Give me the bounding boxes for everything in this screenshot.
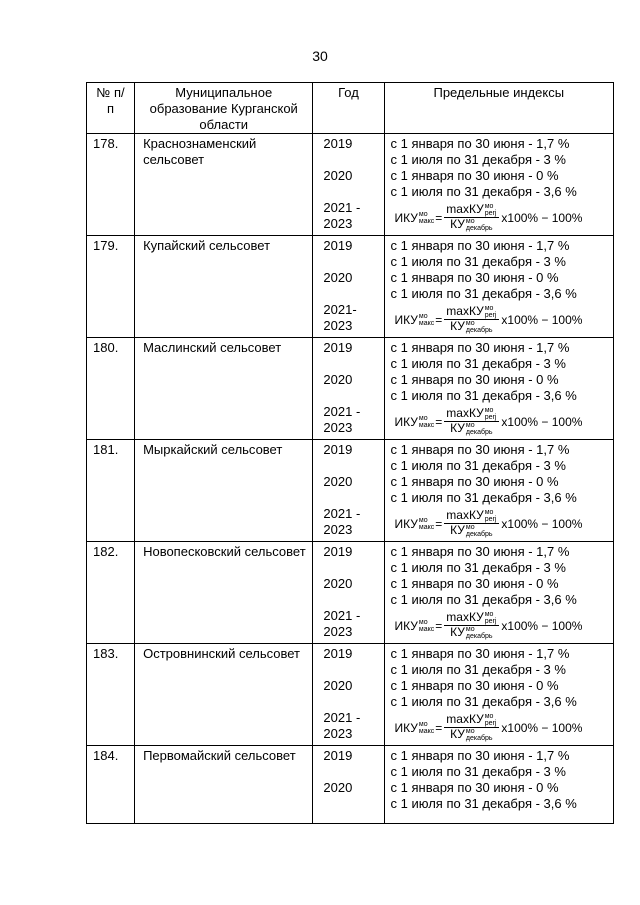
formula-tail: x100% − 100% bbox=[501, 210, 583, 225]
row-municipality: Первомайский сельсовет bbox=[135, 746, 313, 824]
formula-fraction bbox=[444, 611, 499, 640]
index-line: с 1 июля по 31 декабря - 3 % bbox=[390, 458, 566, 473]
formula-subscript: макс bbox=[418, 727, 435, 735]
limit-index-formula bbox=[395, 203, 613, 232]
year-value: 2020 bbox=[323, 678, 353, 693]
year-value: 2020 bbox=[323, 576, 353, 591]
formula-denominator-text: КУ bbox=[450, 727, 465, 741]
header-num: № п/п bbox=[87, 83, 135, 134]
index-line: с 1 июля по 31 декабря - 3 % bbox=[390, 254, 566, 269]
year-value: 2020 bbox=[323, 168, 353, 183]
formula-equals: = bbox=[435, 210, 443, 225]
row-municipality: Купайский сельсовет bbox=[135, 236, 313, 338]
formula-equals: = bbox=[435, 618, 443, 633]
index-line: с 1 января по 30 июня - 0 % bbox=[390, 372, 559, 387]
formula-numerator bbox=[444, 713, 499, 728]
formula-numerator bbox=[444, 203, 499, 218]
formula-subscript: декабрь bbox=[465, 633, 493, 640]
formula-superscript: мо bbox=[484, 407, 494, 414]
table-header-row bbox=[87, 83, 614, 134]
formula-left: ИКУ bbox=[394, 312, 418, 327]
formula-subscript: макс bbox=[418, 319, 435, 327]
row-number: 184. bbox=[87, 746, 135, 824]
formula-fraction bbox=[444, 407, 499, 436]
formula-superscript: мо bbox=[418, 414, 428, 422]
formula-superscript: мо bbox=[465, 218, 475, 225]
formula-index bbox=[419, 211, 434, 225]
formula-subscript: декабрь bbox=[465, 429, 493, 436]
formula-equals: = bbox=[435, 414, 443, 429]
formula-denominator bbox=[450, 524, 493, 538]
formula-left: ИКУ bbox=[394, 618, 418, 633]
year-value: 2019 bbox=[323, 544, 353, 559]
formula-index bbox=[419, 415, 434, 429]
row-years bbox=[313, 134, 384, 236]
year-value: 2021 - 2023 bbox=[323, 710, 361, 741]
formula-numerator-text: maxКУ bbox=[446, 304, 484, 318]
index-line: с 1 июля по 31 декабря - 3,6 % bbox=[390, 184, 577, 199]
formula-numerator-text: maxКУ bbox=[446, 202, 484, 216]
limit-index-formula bbox=[395, 407, 613, 436]
formula-fraction bbox=[444, 509, 499, 538]
formula-fraction bbox=[444, 713, 499, 742]
formula-fraction bbox=[444, 305, 499, 334]
row-number: 181. bbox=[87, 440, 135, 542]
index-line: с 1 июля по 31 декабря - 3,6 % bbox=[390, 286, 577, 301]
index-line: с 1 июля по 31 декабря - 3,6 % bbox=[390, 694, 577, 709]
row-number: 182. bbox=[87, 542, 135, 644]
formula-denominator bbox=[450, 422, 493, 436]
year-value: 2019 bbox=[323, 340, 353, 355]
index-line: с 1 января по 30 июня - 1,7 % bbox=[390, 544, 570, 559]
header-year: Год bbox=[313, 83, 384, 134]
formula-equals: = bbox=[435, 312, 443, 327]
formula-index bbox=[466, 320, 493, 334]
formula-index bbox=[419, 517, 434, 531]
row-municipality: Островнинский сельсовет bbox=[135, 644, 313, 746]
row-indices bbox=[384, 542, 613, 644]
formula-superscript: мо bbox=[418, 618, 428, 626]
formula-index bbox=[485, 407, 497, 421]
formula-numerator bbox=[444, 305, 499, 320]
index-line: с 1 января по 30 июня - 0 % bbox=[390, 474, 559, 489]
table-row bbox=[87, 746, 614, 824]
year-value: 2021 - 2023 bbox=[323, 608, 361, 639]
row-indices bbox=[384, 746, 613, 824]
formula-index bbox=[466, 626, 493, 640]
formula-subscript: perj bbox=[484, 414, 497, 421]
formula-index bbox=[485, 509, 497, 523]
row-indices bbox=[384, 338, 613, 440]
table-row bbox=[87, 236, 614, 338]
index-line: с 1 января по 30 июня - 1,7 % bbox=[390, 136, 570, 151]
formula-superscript: мо bbox=[484, 713, 494, 720]
formula-index bbox=[485, 203, 497, 217]
formula-left: ИКУ bbox=[394, 414, 418, 429]
formula-numerator bbox=[444, 611, 499, 626]
header-indices: Предельные индексы bbox=[384, 83, 613, 134]
formula-equals: = bbox=[435, 720, 443, 735]
row-number: 179. bbox=[87, 236, 135, 338]
index-line: с 1 января по 30 июня - 0 % bbox=[390, 270, 559, 285]
formula-superscript: мо bbox=[484, 509, 494, 516]
formula-subscript: макс bbox=[418, 421, 435, 429]
row-years bbox=[313, 644, 384, 746]
row-years bbox=[313, 440, 384, 542]
header-municipality: Муниципальное образование Курганской области bbox=[135, 83, 313, 134]
limit-index-formula bbox=[395, 305, 613, 334]
formula-tail: x100% − 100% bbox=[501, 618, 583, 633]
year-value: 2020 bbox=[323, 474, 353, 489]
year-value: 2019 bbox=[323, 442, 353, 457]
formula-fraction bbox=[444, 203, 499, 232]
formula-superscript: мо bbox=[484, 305, 494, 312]
year-value: 2019 bbox=[323, 646, 353, 661]
formula-left: ИКУ bbox=[394, 516, 418, 531]
formula-subscript: декабрь bbox=[465, 735, 493, 742]
row-number: 183. bbox=[87, 644, 135, 746]
index-line: с 1 января по 30 июня - 0 % bbox=[390, 576, 559, 591]
index-line: с 1 июля по 31 декабря - 3 % bbox=[390, 152, 566, 167]
row-indices bbox=[384, 440, 613, 542]
limit-index-formula bbox=[395, 713, 613, 742]
formula-equals: = bbox=[435, 516, 443, 531]
table-body bbox=[87, 134, 614, 824]
formula-superscript: мо bbox=[418, 312, 428, 320]
year-value: 2021 - 2023 bbox=[323, 506, 361, 537]
formula-denominator-text: КУ bbox=[450, 523, 465, 537]
row-years bbox=[313, 746, 384, 824]
formula-superscript: мо bbox=[465, 422, 475, 429]
row-years bbox=[313, 236, 384, 338]
formula-denominator-text: КУ bbox=[450, 625, 465, 639]
formula-tail: x100% − 100% bbox=[501, 720, 583, 735]
index-line: с 1 июля по 31 декабря - 3 % bbox=[390, 560, 566, 575]
limit-index-formula bbox=[395, 611, 613, 640]
table-row bbox=[87, 440, 614, 542]
formula-numerator-text: maxКУ bbox=[446, 406, 484, 420]
formula-superscript: мо bbox=[465, 626, 475, 633]
row-years bbox=[313, 542, 384, 644]
year-value: 2021 - 2023 bbox=[323, 200, 361, 231]
row-number: 180. bbox=[87, 338, 135, 440]
formula-numerator bbox=[444, 509, 499, 524]
formula-subscript: perj bbox=[484, 720, 497, 727]
formula-subscript: декабрь bbox=[465, 225, 493, 232]
year-value: 2020 bbox=[323, 270, 353, 285]
row-municipality: Маслинский сельсовет bbox=[135, 338, 313, 440]
year-value: 2020 bbox=[323, 780, 353, 795]
index-line: с 1 января по 30 июня - 1,7 % bbox=[390, 442, 570, 457]
year-value: 2021- 2023 bbox=[323, 302, 357, 333]
formula-index bbox=[466, 422, 493, 436]
formula-left: ИКУ bbox=[394, 720, 418, 735]
index-line: с 1 января по 30 июня - 1,7 % bbox=[390, 748, 570, 763]
formula-tail: x100% − 100% bbox=[501, 312, 583, 327]
row-municipality: Краснознаменский сельсовет bbox=[135, 134, 313, 236]
row-municipality: Новопесковский сельсовет bbox=[135, 542, 313, 644]
formula-subscript: макс bbox=[418, 625, 435, 633]
formula-subscript: perj bbox=[484, 312, 497, 319]
row-municipality: Мыркайский сельсовет bbox=[135, 440, 313, 542]
formula-subscript: perj bbox=[484, 516, 497, 523]
formula-tail: x100% − 100% bbox=[501, 516, 583, 531]
formula-superscript: мо bbox=[484, 203, 494, 210]
formula-index bbox=[485, 713, 497, 727]
formula-superscript: мо bbox=[484, 611, 494, 618]
formula-index bbox=[466, 524, 493, 538]
formula-superscript: мо bbox=[465, 728, 475, 735]
formula-denominator bbox=[450, 320, 493, 334]
page-number: 30 bbox=[312, 48, 328, 64]
formula-denominator bbox=[450, 626, 493, 640]
table-row bbox=[87, 644, 614, 746]
row-indices bbox=[384, 236, 613, 338]
index-line: с 1 июля по 31 декабря - 3 % bbox=[390, 662, 566, 677]
formula-tail: x100% − 100% bbox=[501, 414, 583, 429]
year-value: 2019 bbox=[323, 748, 353, 763]
formula-index bbox=[419, 619, 434, 633]
formula-index bbox=[419, 721, 434, 735]
formula-subscript: макс bbox=[418, 523, 435, 531]
formula-subscript: декабрь bbox=[465, 327, 493, 334]
formula-index bbox=[466, 728, 493, 742]
index-line: с 1 января по 30 июня - 1,7 % bbox=[390, 340, 570, 355]
year-value: 2019 bbox=[323, 136, 353, 151]
formula-superscript: мо bbox=[418, 720, 428, 728]
formula-subscript: макс bbox=[418, 217, 435, 225]
formula-superscript: мо bbox=[418, 516, 428, 524]
formula-subscript: декабрь bbox=[465, 531, 493, 538]
index-line: с 1 июля по 31 декабря - 3,6 % bbox=[390, 388, 577, 403]
index-line: с 1 июля по 31 декабря - 3 % bbox=[390, 764, 566, 779]
table-row bbox=[87, 134, 614, 236]
table-row bbox=[87, 542, 614, 644]
formula-left: ИКУ bbox=[394, 210, 418, 225]
formula-superscript: мо bbox=[465, 524, 475, 531]
formula-index bbox=[466, 218, 493, 232]
index-line: с 1 июля по 31 декабря - 3 % bbox=[390, 356, 566, 371]
index-line: с 1 января по 30 июня - 0 % bbox=[390, 678, 559, 693]
index-line: с 1 января по 30 июня - 1,7 % bbox=[390, 646, 570, 661]
formula-superscript: мо bbox=[418, 210, 428, 218]
year-value: 2020 bbox=[323, 372, 353, 387]
row-years bbox=[313, 338, 384, 440]
formula-denominator bbox=[450, 728, 493, 742]
formula-numerator-text: maxКУ bbox=[446, 610, 484, 624]
formula-index bbox=[485, 611, 497, 625]
formula-subscript: perj bbox=[484, 618, 497, 625]
formula-denominator-text: КУ bbox=[450, 421, 465, 435]
formula-superscript: мо bbox=[465, 320, 475, 327]
index-line: с 1 января по 30 июня - 0 % bbox=[390, 168, 559, 183]
row-indices bbox=[384, 644, 613, 746]
formula-index bbox=[419, 313, 434, 327]
formula-subscript: perj bbox=[484, 210, 497, 217]
limit-indices-table bbox=[86, 82, 614, 824]
limit-index-formula bbox=[395, 509, 613, 538]
table-row bbox=[87, 338, 614, 440]
formula-denominator bbox=[450, 218, 493, 232]
formula-denominator-text: КУ bbox=[450, 319, 465, 333]
row-indices bbox=[384, 134, 613, 236]
index-line: с 1 июля по 31 декабря - 3,6 % bbox=[390, 592, 577, 607]
index-line: с 1 января по 30 июня - 1,7 % bbox=[390, 238, 570, 253]
row-number: 178. bbox=[87, 134, 135, 236]
formula-numerator-text: maxКУ bbox=[446, 508, 484, 522]
year-value: 2021 - 2023 bbox=[323, 404, 361, 435]
formula-denominator-text: КУ bbox=[450, 217, 465, 231]
formula-numerator-text: maxКУ bbox=[446, 712, 484, 726]
formula-index bbox=[485, 305, 497, 319]
index-line: с 1 июля по 31 декабря - 3,6 % bbox=[390, 796, 577, 811]
index-line: с 1 января по 30 июня - 0 % bbox=[390, 780, 559, 795]
formula-numerator bbox=[444, 407, 499, 422]
year-value: 2019 bbox=[323, 238, 353, 253]
index-line: с 1 июля по 31 декабря - 3,6 % bbox=[390, 490, 577, 505]
